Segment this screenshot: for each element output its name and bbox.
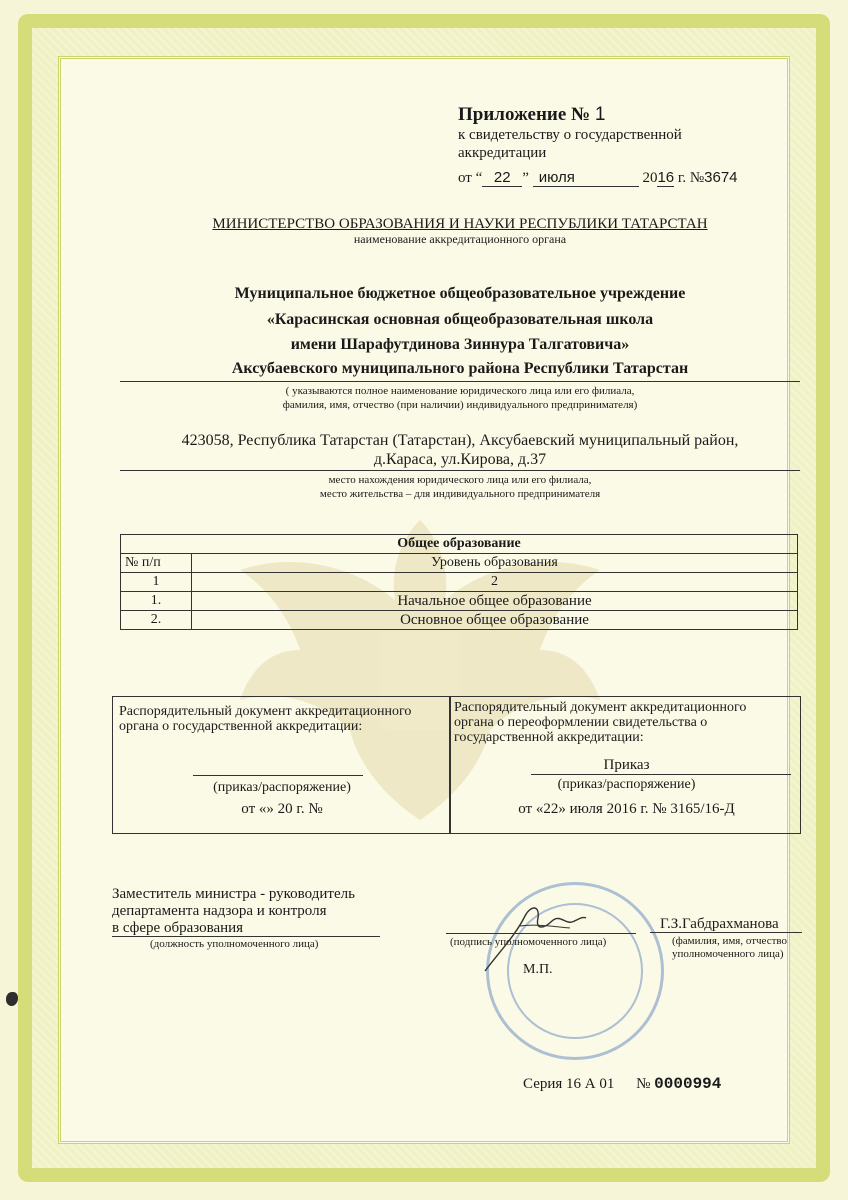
table-title: Общее образование	[121, 535, 798, 554]
table-row	[121, 611, 798, 630]
table-row	[121, 592, 798, 611]
institution-caption2: фамилия, имя, отчество (при наличии) индивидуального предпринимателя)	[282, 399, 638, 411]
appendix-date: от “ 22 ” июля 2016 г. №3674	[458, 169, 738, 186]
institution-line3: имени Шарафутдинова Зиннура Талгатовича»	[290, 336, 630, 353]
name-caption2: уполномоченного лица)	[672, 948, 784, 960]
doc-right-caption: (приказ/распоряжение)	[557, 777, 696, 792]
row-number: 1	[121, 573, 192, 592]
name-caption1: (фамилия, имя, отчество	[672, 935, 788, 947]
institution-line4: Аксубаевского муниципального района Республики Татарстан	[231, 360, 689, 377]
signer-position-line1: Заместитель министра - руководитель	[112, 886, 355, 902]
row-level: Начальное общее образование	[192, 592, 798, 611]
row-level: Основное общее образование	[192, 611, 798, 630]
doc-left-line2: органа о государственной аккредитации:	[119, 719, 363, 734]
address-line1: 423058, Республика Татарстан (Татарстан), Аксубаевский муниципальный район,	[181, 432, 739, 449]
doc-left-underline	[193, 775, 363, 776]
column-header-number: № п/п	[121, 554, 192, 573]
signer-name: Г.З.Габдрахманова	[660, 916, 779, 932]
institution-line1: Муниципальное бюджетное общеобразовательное учреждение	[234, 285, 686, 302]
reissue-document-box	[450, 696, 801, 834]
doc-right-line3: государственной аккредитации:	[454, 730, 644, 745]
table-row	[121, 573, 798, 592]
position-underline	[112, 936, 380, 937]
appendix-line2: аккредитации	[458, 145, 547, 161]
doc-left-line1: Распорядительный документ аккредитационного	[119, 704, 412, 719]
doc-right-value: Приказ	[603, 757, 650, 773]
doc-left-date: от «» 20 г. №	[241, 801, 323, 817]
series-number: Серия 16 А 01 № 0000994	[523, 1075, 722, 1093]
doc-left-caption: (приказ/распоряжение)	[213, 780, 351, 795]
table-header-row	[121, 554, 798, 573]
doc-right-underline	[531, 774, 791, 775]
signer-position-line2: департамента надзора и контроля	[112, 903, 327, 919]
table-title-row	[121, 535, 798, 554]
appendix-line1: к свидетельству о государственной	[458, 127, 682, 143]
appendix-title: Приложение № 1	[458, 104, 606, 125]
address-caption2: место жительства – для индивидуального предпринимателя	[319, 488, 601, 500]
address-line2: д.Караса, ул.Кирова, д.37	[373, 451, 547, 468]
signature-underline	[446, 933, 636, 934]
name-underline	[650, 932, 802, 933]
education-table	[120, 534, 798, 630]
position-caption: (должность уполномоченного лица)	[150, 938, 319, 950]
institution-line2: «Карасинская основная общеобразовательная школа	[266, 311, 654, 328]
signer-position-line3: в сфере образования	[112, 920, 244, 936]
authority-name: МИНИСТЕРСТВО ОБРАЗОВАНИЯ И НАУКИ РЕСПУБЛИКИ ТАТАРСТАН	[212, 216, 708, 232]
doc-right-line2: органа о переоформлении свидетельства о	[454, 715, 708, 730]
address-caption1: место нахождения юридического лица или его филиала,	[328, 474, 592, 486]
signature-caption: (подпись уполномоченного лица)	[450, 936, 607, 948]
row-number: 2.	[121, 611, 192, 630]
ink-blot	[6, 992, 18, 1006]
row-level: 2	[192, 573, 798, 592]
address-underline	[120, 470, 800, 471]
column-header-level: Уровень образования	[192, 554, 798, 573]
accreditation-document-box	[112, 696, 450, 834]
stamp-place-label: М.П.	[523, 962, 553, 977]
row-number: 1.	[121, 592, 192, 611]
institution-underline	[120, 381, 800, 382]
authority-caption: наименование аккредитационного органа	[353, 232, 567, 246]
doc-right-date: от «22» июля 2016 г. № 3165/16-Д	[518, 801, 735, 817]
doc-right-line1: Распорядительный документ аккредитационного	[454, 700, 747, 715]
institution-caption1: ( указываются полное наименование юридического лица или его филиала,	[285, 385, 635, 397]
